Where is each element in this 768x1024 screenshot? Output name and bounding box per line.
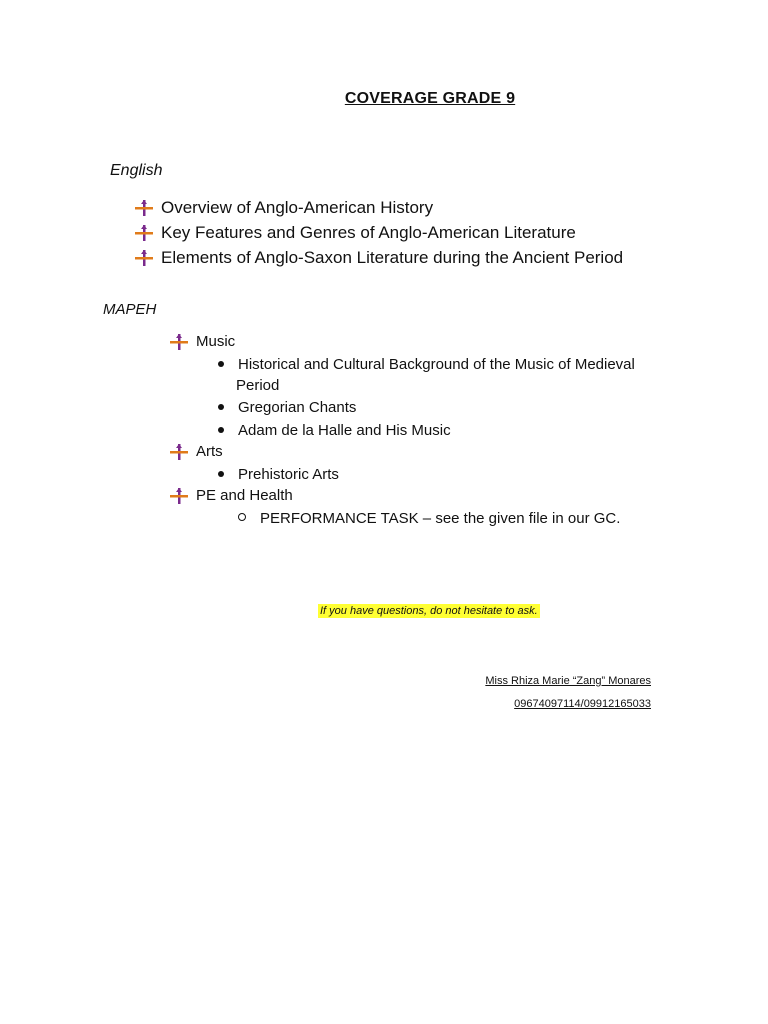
teacher-phone: 09674097114/09912165033	[514, 698, 651, 710]
teacher-name: Miss Rhiza Marie “Zang” Monares	[485, 675, 651, 687]
mapeh-music	[170, 333, 235, 350]
english-heading: English	[110, 162, 163, 179]
list-item	[135, 195, 623, 220]
mapeh-arts	[170, 443, 223, 460]
highlighted-note-text: If you have questions, do not hesitate to ask.	[320, 605, 538, 617]
pe-label: PE and Health	[196, 487, 293, 504]
list-item-label: Gregorian Chants	[238, 399, 357, 416]
list-item-label: Elements of Anglo-Saxon Literature during the Ancient Period	[161, 247, 624, 267]
arts-label: Arts	[196, 443, 223, 460]
four-way-arrow-icon	[135, 200, 153, 216]
list-item-label: PERFORMANCE TASK – see the given file in our GC.	[260, 510, 621, 527]
music-label: Music	[196, 333, 236, 350]
list-item-label: Prehistoric Arts	[238, 466, 339, 483]
bullet-icon	[218, 427, 224, 433]
four-way-arrow-icon	[170, 334, 188, 350]
english-list	[135, 195, 623, 270]
bullet-icon	[218, 471, 224, 477]
bullet-icon	[218, 361, 224, 367]
music-subitem	[218, 354, 635, 375]
four-way-arrow-icon	[135, 250, 153, 266]
music-subitem	[218, 420, 451, 441]
music-subitem-continued: Period	[236, 377, 280, 394]
four-way-arrow-icon	[170, 444, 188, 460]
mapeh-heading: MAPEH	[103, 301, 157, 318]
four-way-arrow-icon	[170, 488, 188, 504]
list-item-label: Key Features and Genres of Anglo-American Literature	[161, 222, 576, 242]
hollow-bullet-icon	[238, 513, 246, 521]
list-item-label: Adam de la Halle and His Music	[238, 422, 451, 439]
help-note	[318, 601, 540, 619]
music-subitem	[218, 397, 356, 418]
arts-subitem	[218, 464, 339, 485]
mapeh-pe	[170, 487, 293, 504]
bullet-icon	[218, 404, 224, 410]
page-title: COVERAGE GRADE 9	[344, 90, 516, 107]
four-way-arrow-icon	[135, 225, 153, 241]
list-item	[135, 245, 623, 270]
list-item-label: Historical and Cultural Background of the Music of Medieval	[238, 356, 635, 373]
list-item-label: Overview of Anglo-American History	[161, 197, 434, 217]
list-item	[135, 220, 623, 245]
pe-subitem	[238, 508, 620, 529]
